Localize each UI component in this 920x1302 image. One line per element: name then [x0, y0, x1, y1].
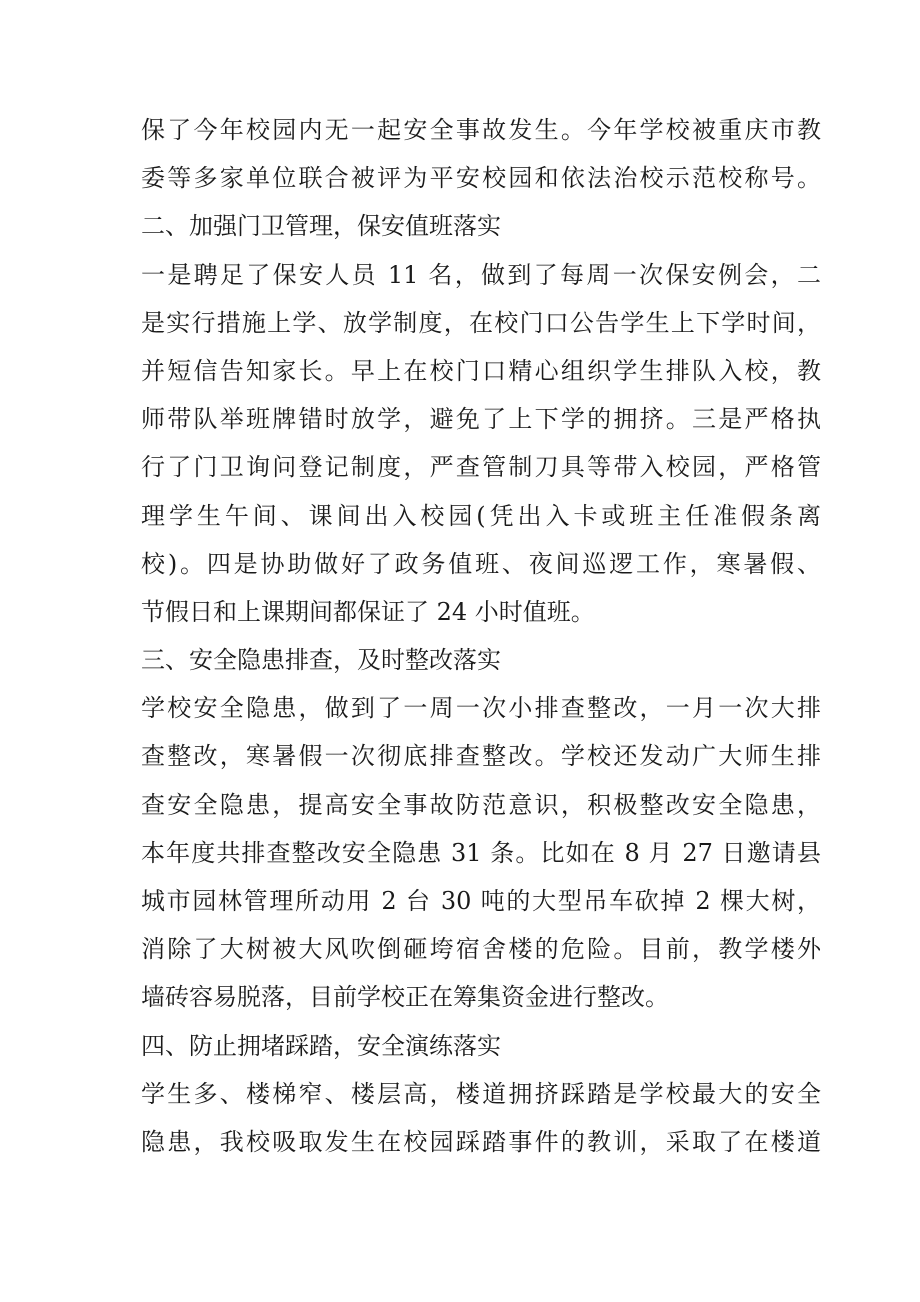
paragraph-line: 节假日和上课期间都保证了 24 小时值班。: [141, 597, 595, 626]
paragraph-line: 一是聘足了保安人员 11 名，做到了每周一次保安例会，二: [141, 260, 821, 289]
paragraph-line: 保了今年校园内无一起安全事故发生。今年学校被重庆市教: [141, 116, 821, 144]
document-body: [141, 112, 821, 1172]
paragraph-line: 本年度共排查整改安全隐患 31 条。比如在 8 月 27 日邀请县: [141, 838, 821, 867]
paragraph-line: 是实行措施上学、放学制度，在校门口公告学生上下学时间，: [141, 308, 821, 337]
section-heading: 二、加强门卫管理，保安值班落实: [141, 212, 501, 241]
paragraph-line: 查安全隐患，提高安全事故防范意识，积极整改安全隐患，: [141, 790, 821, 819]
paragraph-line: 校)。四是协助做好了政务值班、夜间巡逻工作，寒暑假、: [141, 549, 821, 578]
paragraph-line: 学校安全隐患，做到了一周一次小排查整改，一月一次大排: [141, 694, 821, 723]
paragraph-line: 城市园林管理所动用 2 台 30 吨的大型吊车砍掉 2 棵大树，: [141, 887, 821, 915]
paragraph-line: 行了门卫询问登记制度，严查管制刀具等带入校园，严格管: [141, 453, 821, 482]
paragraph-line: 委等多家单位联合被评为平安校园和依法治校示范校称号。: [141, 164, 821, 193]
paragraph-line: 消除了大树被大风吹倒砸垮宿舍楼的危险。目前，教学楼外: [141, 935, 821, 964]
section-heading: 三、安全隐患排查，及时整改落实: [141, 646, 501, 675]
section-heading: 四、防止拥堵踩踏，安全演练落实: [141, 1031, 501, 1060]
paragraph-line: 隐患，我校吸取发生在校园踩踏事件的教训，采取了在楼道: [141, 1127, 821, 1156]
paragraph-line: 墙砖容易脱落，目前学校正在筹集资金进行整改。: [141, 983, 669, 1012]
paragraph-line: 师带队举班牌错时放学，避免了上下学的拥挤。三是严格执: [141, 405, 821, 434]
paragraph-line: 查整改，寒暑假一次彻底排查整改。学校还发动广大师生排: [141, 742, 821, 771]
paragraph-line: 学生多、楼梯窄、楼层高，楼道拥挤踩踏是学校最大的安全: [141, 1079, 821, 1108]
paragraph-line: 理学生午间、课间出入校园(凭出入卡或班主任准假条离: [141, 501, 821, 530]
paragraph-line: 并短信告知家长。早上在校门口精心组织学生排队入校，教: [141, 356, 821, 385]
